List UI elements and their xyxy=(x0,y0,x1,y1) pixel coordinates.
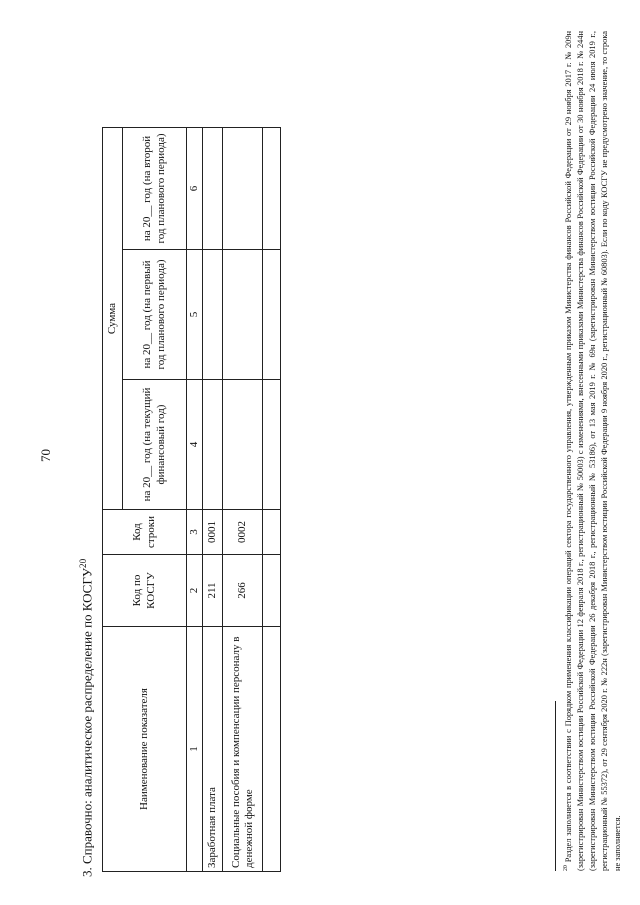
header-year-current: на 20__ год (на текущий финансовый год) xyxy=(123,380,187,510)
row-name xyxy=(263,627,281,872)
section-title: 3. Справочно: аналитическое распределение по КОСГУ xyxy=(79,567,95,877)
kosgu-table xyxy=(102,127,281,872)
header-name: Наименование показателя xyxy=(103,627,187,872)
row-code: 0001 xyxy=(203,510,223,555)
row-current xyxy=(223,380,263,510)
row-first xyxy=(203,250,223,380)
row-name: Заработная плата xyxy=(203,627,223,872)
header-sum: Сумма xyxy=(103,128,123,510)
table-row xyxy=(223,128,263,872)
row-kosgu xyxy=(263,555,281,627)
section-footnote-mark: 20 xyxy=(78,558,88,568)
row-current xyxy=(263,380,281,510)
row-second xyxy=(223,128,263,250)
footnote-divider xyxy=(555,701,556,871)
header-line-code: Код строки xyxy=(103,510,187,555)
table-row xyxy=(203,128,223,872)
row-kosgu: 211 xyxy=(203,555,223,627)
column-number: 1 xyxy=(187,627,203,872)
row-current xyxy=(203,380,223,510)
table-row xyxy=(263,128,281,872)
column-number: 4 xyxy=(187,380,203,510)
footnote xyxy=(560,31,624,871)
footnote-mark: 20 xyxy=(563,865,569,871)
row-name: Социальные пособия и компенсации персоналу в денежной форме xyxy=(223,627,263,872)
column-number: 3 xyxy=(187,510,203,555)
row-kosgu: 266 xyxy=(223,555,263,627)
row-first xyxy=(263,250,281,380)
column-number: 2 xyxy=(187,555,203,627)
page-number: 70 xyxy=(38,449,53,462)
row-second xyxy=(263,128,281,250)
header-year-first: на 20__ год (на первый год планового периода) xyxy=(123,250,187,380)
column-number: 5 xyxy=(187,250,203,380)
column-number: 6 xyxy=(187,128,203,250)
row-code xyxy=(263,510,281,555)
row-code: 0002 xyxy=(223,510,263,555)
row-second xyxy=(203,128,223,250)
section-heading xyxy=(78,559,95,877)
header-kosgu: Код по КОСГУ xyxy=(103,555,187,627)
header-year-second: на 20__ год (на второй год планового периода) xyxy=(123,128,187,250)
row-first xyxy=(223,250,263,380)
footnote-text: Раздел заполняется в соответствии с Порядком применения классификации операций сектора государственного управления, утвержденным приказом Министерства финансов Российской Федерации от 29 ноября 2017 г. № 209н (зарегистрирован Министерством юстиции Российской Федерации 12 февраля 2018 г., регистрационный № 50003) с изменениями, внесенными приказами Министерства финансов Российской Федерации от 30 ноября 2018 г. № 244н (зарегистрирован Министерством юстиции Российской Федерации 26 декабря 2018 г., регистрационный № 53186), от 13 мая 2019 г. № 69н (зарегистрирован Министерством юстиции Российской Федерации 24 июля 2019 г., регистрационный № 55372), от 29 сентября 2020 г. № 222н (зарегистрирован Министерством юстиции Российской Федерации 9 ноября 2020 г., регистрационный № 60803). Если по коду КОСГУ не предусмотрено значение, то строка не заполняется. xyxy=(563,30,622,871)
